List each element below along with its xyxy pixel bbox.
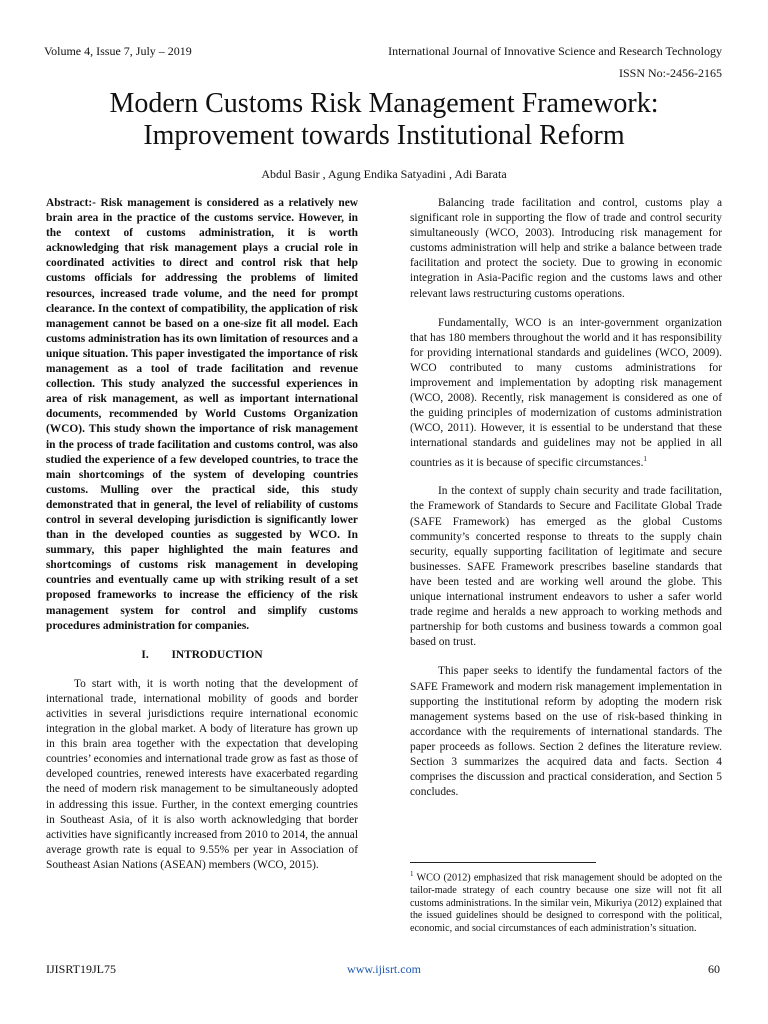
- title-line-1: Modern Customs Risk Management Framework:: [109, 88, 659, 119]
- header-issn: ISSN No:-2456-2165: [618, 66, 722, 80]
- footnote-ref[interactable]: 1: [643, 454, 647, 463]
- footnote: [410, 868, 722, 935]
- footnote-text: WCO (2012) emphasized that risk management should be adopted on the tailor-made strategy of each country because one size will not fit all customs administrations. In the similar vein, Mikuriya (2012) explained that the issued guidelines should be designed to correspond with the political, economic, and social circumstances of each administration’s situation.: [410, 872, 722, 934]
- authors: Abdul Basir , Agung Endika Satyadini , Adi Barata: [261, 167, 507, 181]
- footnote-divider: [410, 862, 596, 863]
- header-journal: International Journal of Innovative Science and Research Technology: [388, 44, 722, 58]
- footer-code: IJISRT19JL75: [46, 962, 116, 976]
- right-column: [410, 196, 722, 814]
- body-paragraph-3: In the context of supply chain security and trade facilitation, the Framework of Standards to Secure and Facilitate Global Trade (SAFE Framework) has emerged as the global Customs community’s concerted response to threats to the supply chain security, equally supporting facilitation of legitimate and secure businesses. SAFE Framework prescribes baseline standards that have been tested and are working well around the globe. This unique international instrument endeavors to usher a safer world trade regime and heralds a new approach to working methods and partnership for both customs and business towards a common goal based on trust.: [410, 485, 722, 649]
- footer-url-link[interactable]: www.ijisrt.com: [347, 962, 421, 976]
- title-line-2: Improvement towards Institutional Reform: [143, 120, 625, 151]
- left-column: [46, 196, 358, 887]
- abstract: Abstract:- Risk management is considered as a relatively new brain area in the practice of the customs service. However, in the context of customs administration, it is worth acknowledging that risk management plays a crucial role in coordinated activities to direct and control risk that help customs officials for addressing the problems of limited resources, increased trade volume, and the need for prompt clearance. In the context of compatibility, the application of risk management cannot be based on a one-size fit all model. Each customs administration has its own limitation of resources and a unique situation. This paper investigated the importance of risk management as a tool of trade facilitation and revenue collection. This study analyzed the successful experiences in area of risk management, as well as important international documents, recommended by World Customs Organization (WCO). This study shown the importance of risk management in the process of trade facilitation and customs control, was also studied the experience of a few developed countries, to trace the main shortcomings of the system of developing countries customs. Mulling over the practical side, this study demonstrated that in general, the level of reliability of customs control in several developing jurisdiction is significantly lower than in the developed counties as suggested by WCO. In summary, this paper highlighted the main features and shortcomings of customs risk management in developing countries and eventually came up with striking result of a set proposed frameworks to increase the efficiency of the risk management system for control and simplify customs procedures administration for companies.: [46, 197, 358, 632]
- footnote-mark: 1: [410, 870, 414, 878]
- body-paragraph-1: Balancing trade facilitation and control, customs play a significant role in supporting the flow of trade and control security simultaneously (WCO, 2003). Introducing risk management for customs administration will help and strike a balance between trade facilitation and protect the society. Due to growing in economic integration in Asia-Pacific region and the customs laws and other relevant laws restructuring customs operations.: [410, 197, 722, 300]
- page-title: [40, 88, 728, 152]
- body-paragraph-2-text: Fundamentally, WCO is an inter-government organization that has 180 members throughout the world and it has responsibility for providing international standards and guidelines (WCO, 2009). WCO contributed to many customs administrations for improvement and implementation by adopting risk management (WCO, 2008). Recently, risk management is considered as one of the guiding principles of modernization of customs administration (WCO, 2011). However, it is essential to be understand that these international standards and guidelines may not be applied in all countries as it is because of specific circumstances.: [410, 316, 722, 469]
- intro-paragraph: To start with, it is worth noting that the development of international trade, international mobility of goods and border activities in several jurisdictions require international economic integration in the global market. A body of literature has grown up in this brain area together with the expectation that developing countries’ economies and international trade grow as fast as those of developed countries, renewed interests have exacerbated regarding the need of modern risk management to be simultaneously adopted in addressing this issue. Further, in the context emerging countries in Southeast Asia, of it is also worth acknowledging that border activities have significantly increased from 2010 to 2014, the annual average growth rate is equal to 9.55% per year in Association of Southeast Asian Nations (ASEAN) members (WCO, 2015).: [46, 677, 358, 871]
- body-paragraph-2: [410, 316, 722, 471]
- body-paragraph-4: This paper seeks to identify the fundamental factors of the SAFE Framework and modern risk management implementation in supporting the institutional reform by adopting the modern risk management systems based on the use of risk-based thinking in accordance with the requirements of international standards. The paper proceeds as follows. Section 2 defines the literature review. Section 3 summarizes the acquired data and facts. Section 4 comprises the discussion and practical consideration, and Section 5 concludes.: [410, 665, 722, 799]
- footer-page-number: 60: [708, 962, 720, 976]
- header-volume: Volume 4, Issue 7, July – 2019: [44, 44, 192, 58]
- section-heading: I. INTRODUCTION: [141, 648, 263, 661]
